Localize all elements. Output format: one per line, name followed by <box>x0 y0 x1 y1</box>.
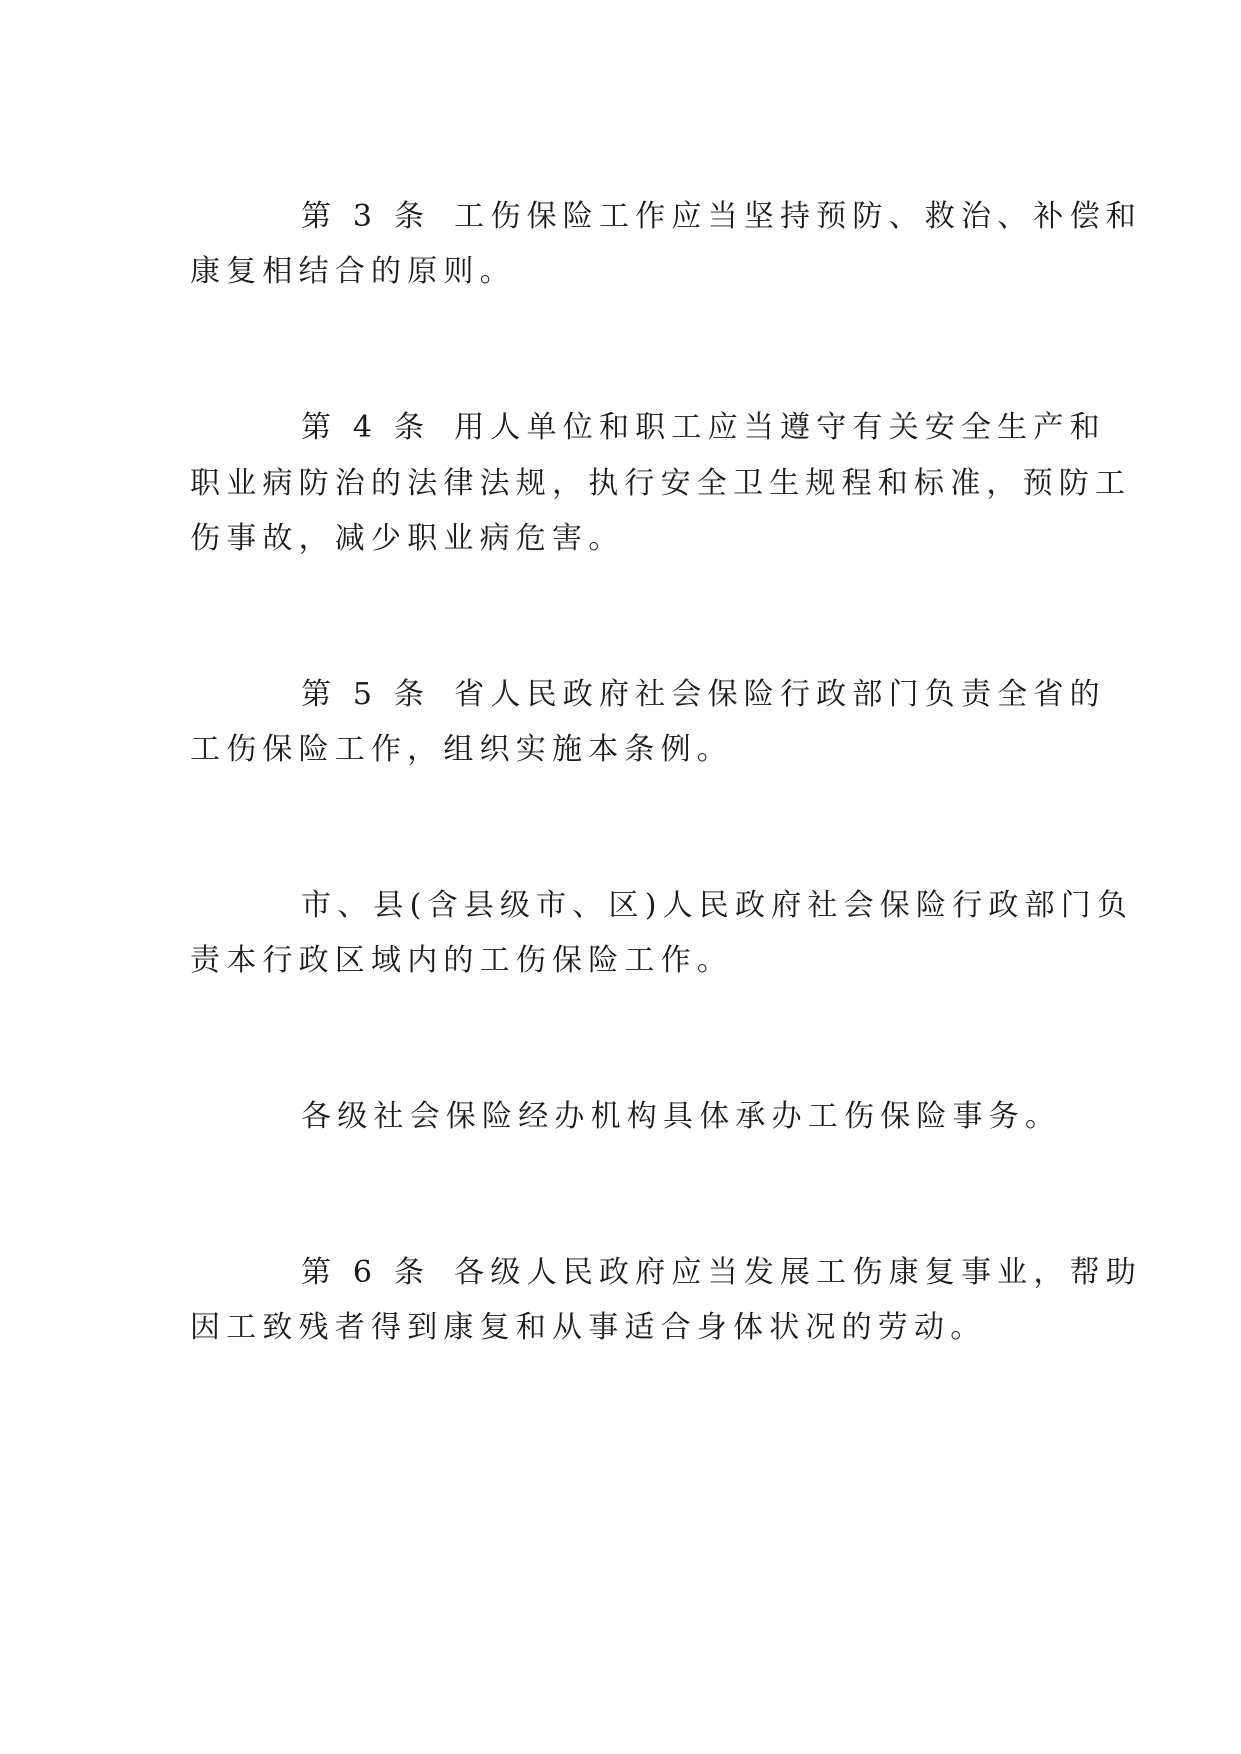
article-6-line-2: 因工致残者得到康复和从事适合身体状况的劳动。 <box>190 1310 987 1345</box>
article-3-line-2: 康复相结合的原则。 <box>190 254 516 289</box>
article-number: 第 3 条 <box>301 199 431 234</box>
article-3-first-line <box>301 197 1142 237</box>
article-number: 第 6 条 <box>301 1255 431 1290</box>
article-text: 省人民政府社会保险行政部门负责全省的 <box>454 677 1106 712</box>
article-5-first-line <box>301 675 1106 715</box>
article-number: 第 4 条 <box>301 410 431 445</box>
article-text: 用人单位和职工应当遵守有关安全生产和 <box>454 410 1106 445</box>
article-4-line-2: 职业病防治的法律法规，执行安全卫生规程和标准，预防工 <box>190 466 1132 501</box>
article-text: 各级人民政府应当发展工伤康复事业，帮助 <box>454 1255 1142 1290</box>
article-text: 工伤保险工作应当坚持预防、救治、补偿和 <box>454 199 1142 234</box>
paragraph-agencies: 各级社会保险经办机构具体承办工伤保险事务。 <box>301 1099 1062 1134</box>
article-4-first-line <box>301 408 1106 448</box>
article-5-line-2: 工伤保险工作，组织实施本条例。 <box>190 732 733 767</box>
paragraph-local-line-2: 责本行政区域内的工伤保险工作。 <box>190 943 733 978</box>
article-number: 第 5 条 <box>301 677 431 712</box>
paragraph-local-first-line: 市、县(含县级市、区)人民政府社会保险行政部门负 <box>301 888 1134 923</box>
article-6-first-line <box>301 1253 1142 1293</box>
article-4-line-3: 伤事故，减少职业病危害。 <box>190 521 625 556</box>
